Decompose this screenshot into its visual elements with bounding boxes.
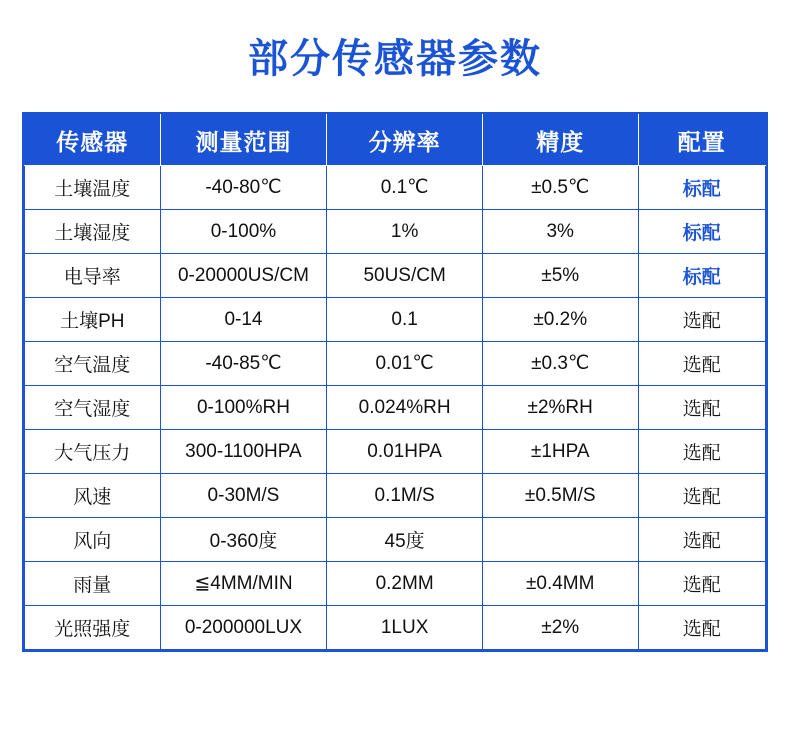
column-header-range: 测量范围 <box>160 115 327 166</box>
cell-sensor: 土壤温度 <box>25 166 161 210</box>
cell-sensor: 空气温度 <box>25 342 161 386</box>
table-row <box>25 386 766 430</box>
table-header-row <box>25 115 766 166</box>
column-header-resolution: 分辨率 <box>327 115 483 166</box>
cell-config: 选配 <box>638 474 765 518</box>
cell-config: 标配 <box>638 210 765 254</box>
cell-resolution: 0.1 <box>327 298 483 342</box>
cell-resolution: 45度 <box>327 518 483 562</box>
table-body <box>25 166 766 650</box>
cell-config: 选配 <box>638 518 765 562</box>
column-header-accuracy: 精度 <box>482 115 638 166</box>
cell-config: 选配 <box>638 606 765 650</box>
cell-resolution: 0.01℃ <box>327 342 483 386</box>
cell-accuracy <box>482 518 638 562</box>
cell-range: ≦4MM/MIN <box>160 562 327 606</box>
cell-config: 选配 <box>638 342 765 386</box>
page-title: 部分传感器参数 <box>248 37 542 81</box>
cell-accuracy: ±1HPA <box>482 430 638 474</box>
cell-range: -40-80℃ <box>160 166 327 210</box>
cell-sensor: 大气压力 <box>25 430 161 474</box>
table-header <box>25 115 766 166</box>
cell-accuracy: ±0.3℃ <box>482 342 638 386</box>
cell-range: 0-200000LUX <box>160 606 327 650</box>
cell-config: 选配 <box>638 430 765 474</box>
table-row <box>25 342 766 386</box>
cell-range: 0-20000US/CM <box>160 254 327 298</box>
cell-resolution: 0.1℃ <box>327 166 483 210</box>
table-row <box>25 430 766 474</box>
cell-sensor: 风速 <box>25 474 161 518</box>
cell-accuracy: ±5% <box>482 254 638 298</box>
column-header-sensor: 传感器 <box>25 115 161 166</box>
cell-config: 选配 <box>638 562 765 606</box>
cell-range: 0-100% <box>160 210 327 254</box>
cell-resolution: 0.024%RH <box>327 386 483 430</box>
table-row <box>25 474 766 518</box>
cell-sensor: 土壤湿度 <box>25 210 161 254</box>
cell-sensor: 土壤PH <box>25 298 161 342</box>
cell-range: 300-1100HPA <box>160 430 327 474</box>
cell-range: 0-100%RH <box>160 386 327 430</box>
cell-accuracy: ±0.2% <box>482 298 638 342</box>
cell-sensor: 风向 <box>25 518 161 562</box>
sensor-spec-table <box>24 114 766 650</box>
table-row <box>25 254 766 298</box>
cell-accuracy: ±0.4MM <box>482 562 638 606</box>
cell-sensor: 雨量 <box>25 562 161 606</box>
table-row <box>25 562 766 606</box>
cell-sensor: 空气湿度 <box>25 386 161 430</box>
cell-sensor: 电导率 <box>25 254 161 298</box>
cell-resolution: 1LUX <box>327 606 483 650</box>
column-header-config: 配置 <box>638 115 765 166</box>
cell-accuracy: ±2% <box>482 606 638 650</box>
sensor-spec-table-container <box>22 112 768 652</box>
cell-range: 0-30M/S <box>160 474 327 518</box>
cell-config: 选配 <box>638 386 765 430</box>
cell-accuracy: ±0.5M/S <box>482 474 638 518</box>
cell-range: -40-85℃ <box>160 342 327 386</box>
cell-resolution: 50US/CM <box>327 254 483 298</box>
table-row <box>25 518 766 562</box>
cell-config: 标配 <box>638 254 765 298</box>
cell-accuracy: ±2%RH <box>482 386 638 430</box>
table-row <box>25 166 766 210</box>
table-row <box>25 298 766 342</box>
cell-config: 选配 <box>638 298 765 342</box>
cell-resolution: 1% <box>327 210 483 254</box>
cell-resolution: 0.01HPA <box>327 430 483 474</box>
cell-resolution: 0.2MM <box>327 562 483 606</box>
cell-sensor: 光照强度 <box>25 606 161 650</box>
cell-resolution: 0.1M/S <box>327 474 483 518</box>
table-row <box>25 210 766 254</box>
cell-range: 0-14 <box>160 298 327 342</box>
cell-accuracy: 3% <box>482 210 638 254</box>
cell-config: 标配 <box>638 166 765 210</box>
table-row <box>25 606 766 650</box>
cell-accuracy: ±0.5℃ <box>482 166 638 210</box>
cell-range: 0-360度 <box>160 518 327 562</box>
